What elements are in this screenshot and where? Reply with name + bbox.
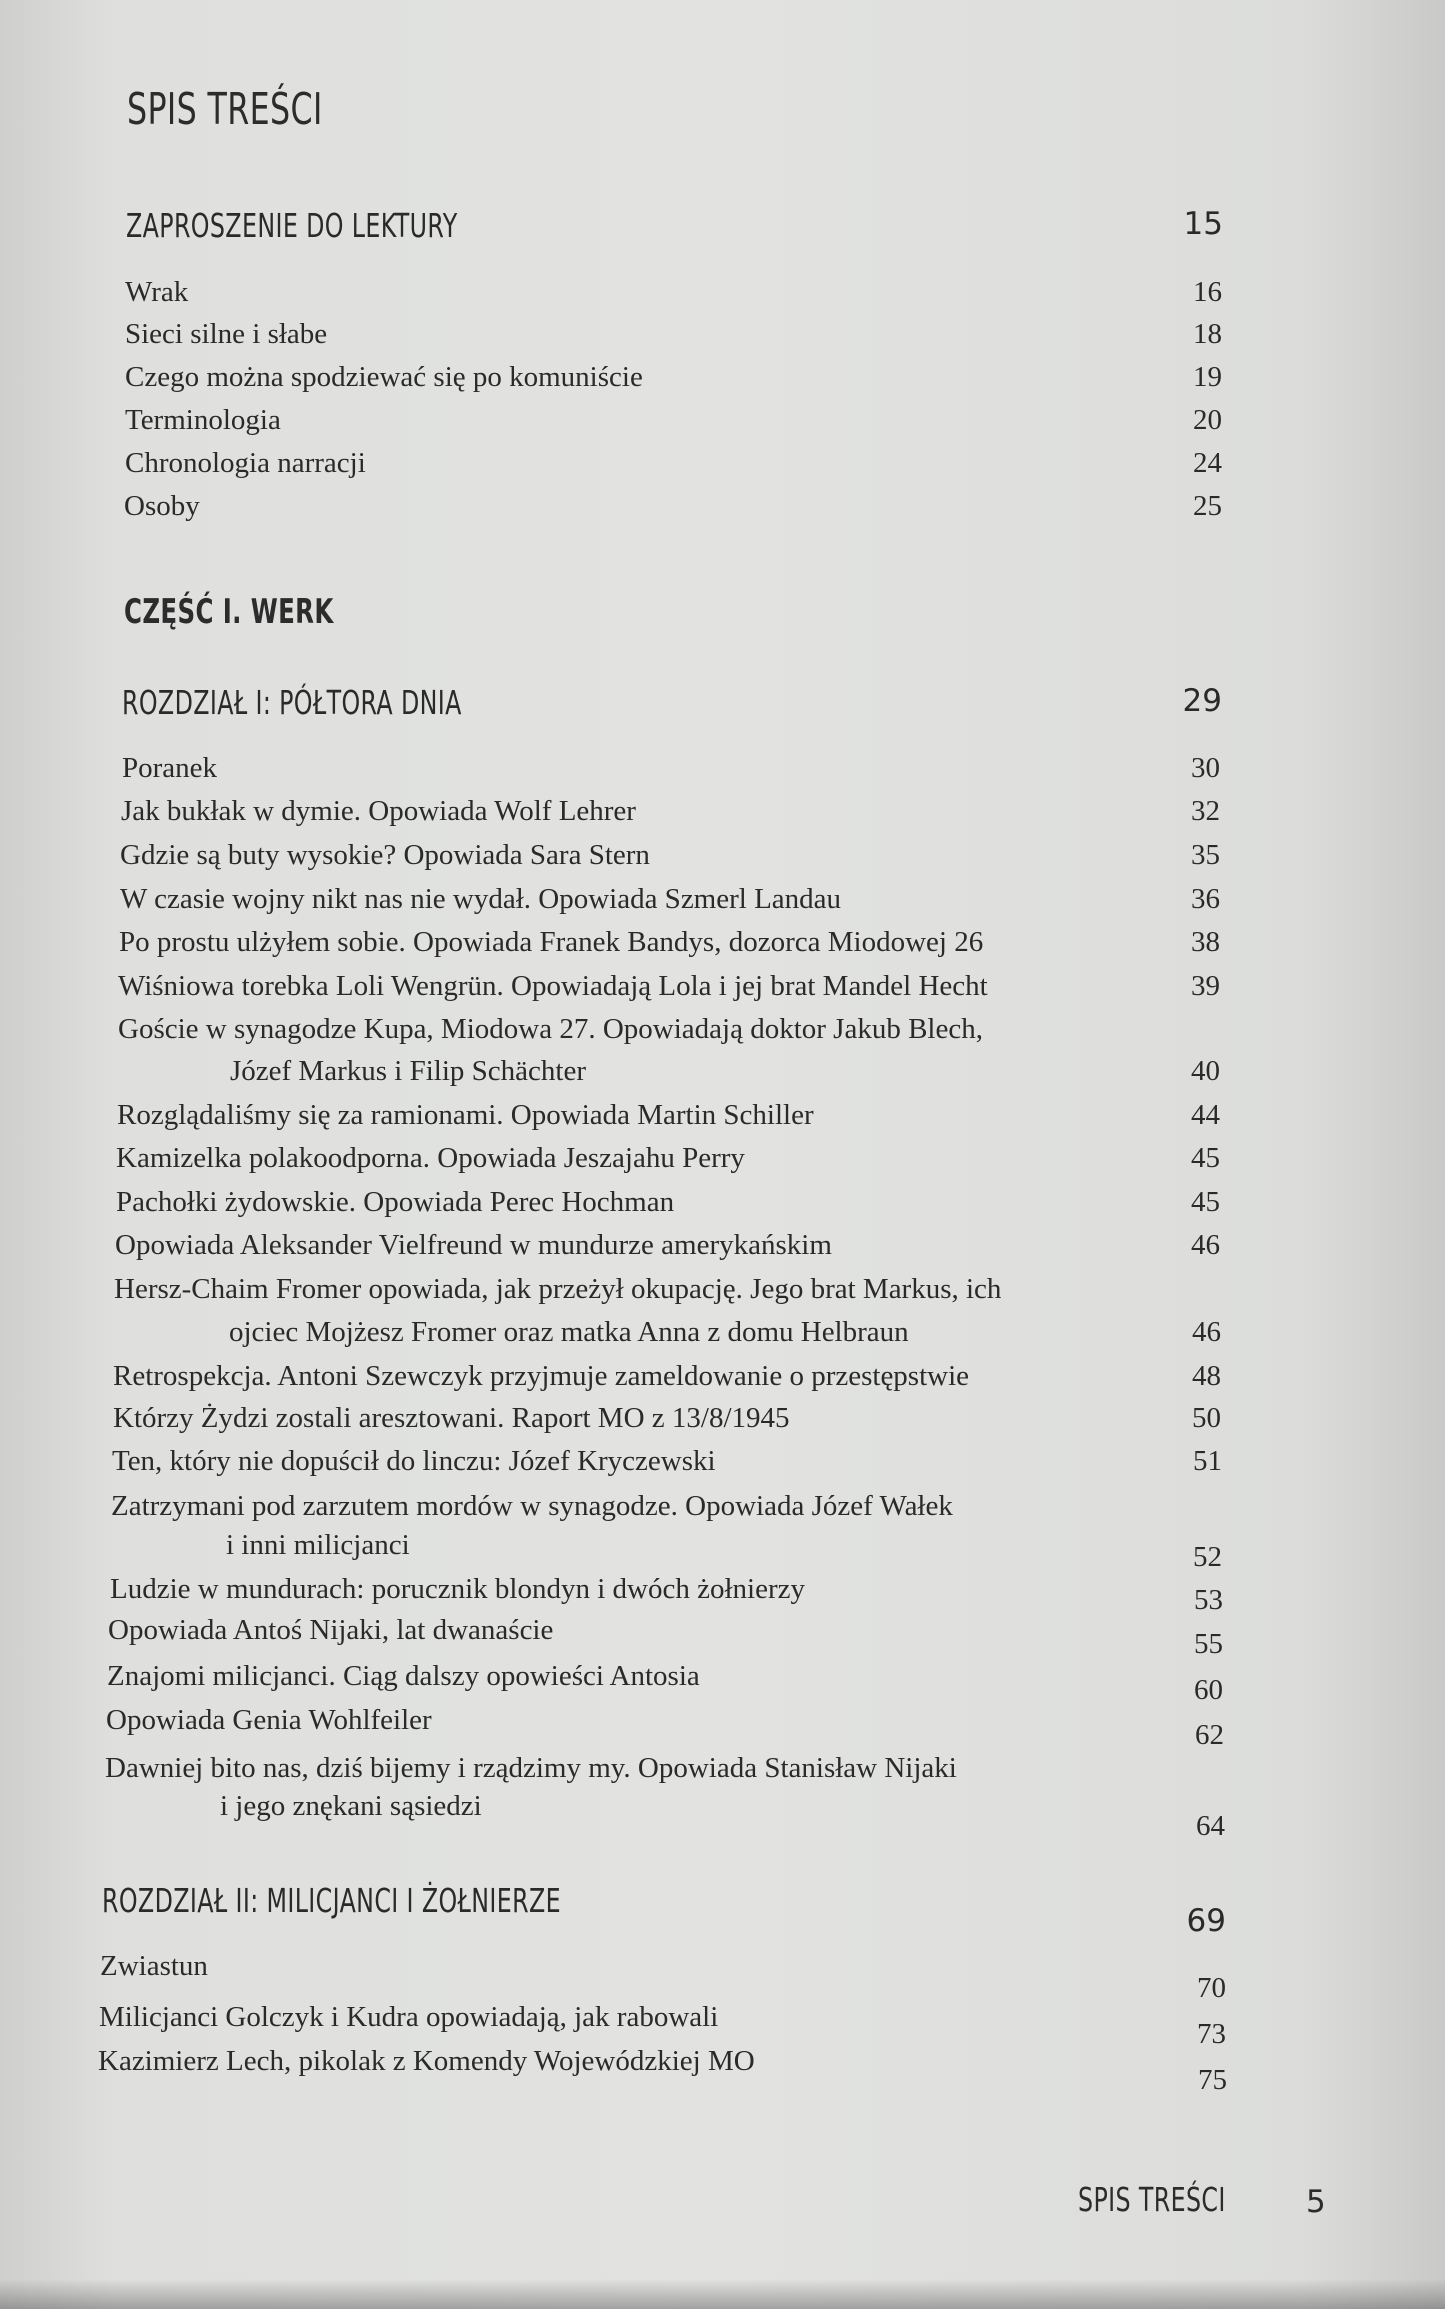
toc-page-number: 30	[1191, 752, 1220, 784]
toc-label: Opowiada Genia Wohlfeiler	[106, 1704, 432, 1736]
toc-label: Chronologia narracji	[125, 447, 366, 479]
part-heading: CZĘŚĆ I. WERK	[124, 592, 334, 632]
toc-label: ZAPROSZENIE DO LEKTURY	[126, 206, 458, 245]
toc-label: Po prostu ulżyłem sobie. Opowiada Franek Bandys, dozorca Miodowej 26	[119, 926, 984, 958]
toc-label: Gdzie są buty wysokie? Opowiada Sara Stern	[120, 839, 650, 871]
toc-label: Józef Markus i Filip Schächter	[230, 1055, 586, 1087]
toc-page-number: 35	[1191, 839, 1220, 871]
toc-label: Ten, który nie dopuścił do linczu: Józef Kryczewski	[112, 1445, 716, 1477]
toc-page-number: 70	[1197, 1972, 1226, 2004]
toc-page-number: 15	[1183, 206, 1223, 242]
toc-entry	[0, 926, 1445, 970]
toc-entry	[0, 1402, 1445, 1446]
toc-chapter	[0, 683, 1445, 727]
toc-label: Pachołki żydowskie. Opowiada Perec Hochman	[116, 1186, 675, 1218]
toc-page-number: 18	[1193, 318, 1222, 350]
toc-entry	[0, 795, 1445, 839]
toc-label: Czego można spodziewać się po komuniście	[125, 361, 643, 393]
toc-label: Opowiada Antoś Nijaki, lat dwanaście	[108, 1614, 554, 1646]
toc-label: ROZDZIAŁ I: PÓŁTORA DNIA	[122, 683, 462, 722]
toc-label: Wiśniowa torebka Loli Wengrün. Opowiadają Lola i jej brat Mandel Hecht	[118, 970, 988, 1002]
toc-label: i jego znękani sąsiedzi	[220, 1790, 482, 1822]
toc-entry	[0, 2045, 1445, 2096]
toc-label: ROZDZIAŁ II: MILICJANCI I ŻOŁNIERZE	[102, 1881, 561, 1920]
toc-label: Którzy Żydzi zostali aresztowani. Raport MO z 13/8/1945	[113, 1402, 790, 1434]
toc-label: Hersz-Chaim Fromer opowiada, jak przeżył okupację. Jego brat Markus, ich	[114, 1273, 1002, 1305]
toc-entry	[0, 404, 1445, 448]
toc-label: Rozglądaliśmy się za ramionami. Opowiada Martin Schiller	[117, 1099, 814, 1131]
toc-entry-continued	[0, 1055, 1445, 1099]
toc-page-number: 75	[1198, 2064, 1227, 2096]
toc-entry	[0, 1490, 1445, 1534]
running-footer: SPIS TREŚCI	[1078, 2180, 1226, 2219]
toc-page-number: 45	[1191, 1186, 1220, 1218]
toc-page-number: 53	[1194, 1584, 1223, 1616]
toc-entry-continued	[0, 1790, 1445, 1842]
toc-page-number: 52	[1193, 1541, 1222, 1573]
toc-entry	[0, 490, 1445, 534]
toc-page-number: 64	[1196, 1810, 1225, 1842]
toc-label: Poranek	[122, 752, 218, 784]
toc-chapter	[0, 206, 1445, 250]
toc-label: Sieci silne i słabe	[125, 318, 328, 350]
toc-entry	[0, 276, 1445, 320]
page-number: 5	[1306, 2184, 1326, 2220]
toc-page-number: 38	[1191, 926, 1220, 958]
toc-label: Kazimierz Lech, pikolak z Komendy Wojewódzkiej MO	[98, 2045, 755, 2077]
toc-label: Opowiada Aleksander Vielfreund w mundurze amerykańskim	[115, 1229, 832, 1261]
toc-label: Milicjanci Golczyk i Kudra opowiadają, jak rabowali	[99, 2001, 719, 2033]
toc-label: Ludzie w mundurach: porucznik blondyn i dwóch żołnierzy	[110, 1573, 805, 1605]
toc-chapter	[0, 1881, 1445, 1939]
toc-page-number: 62	[1195, 1719, 1224, 1751]
toc-label: Kamizelka polakoodporna. Opowiada Jeszajahu Perry	[116, 1142, 745, 1174]
toc-page-number: 46	[1192, 1316, 1221, 1348]
toc-page-number: 39	[1191, 970, 1220, 1002]
toc-page-number: 40	[1191, 1055, 1220, 1087]
toc-page-number: 19	[1193, 361, 1222, 393]
toc-page-number: 50	[1192, 1402, 1221, 1434]
toc-page-number: 51	[1193, 1445, 1222, 1477]
toc-page-number: 45	[1191, 1142, 1220, 1174]
toc-entry	[0, 1573, 1445, 1617]
toc-page-number: 44	[1191, 1099, 1220, 1131]
toc-entry	[0, 1142, 1445, 1186]
toc-page-number: 60	[1194, 1674, 1223, 1706]
toc-page-number: 29	[1182, 683, 1222, 719]
toc-label: Terminologia	[125, 404, 281, 436]
toc-entry-continued	[0, 1316, 1445, 1360]
toc-page-number: 16	[1193, 276, 1222, 308]
toc-entry	[0, 1614, 1445, 1658]
toc-label: Osoby	[124, 490, 200, 522]
toc-label: Goście w synagodze Kupa, Miodowa 27. Opowiadają doktor Jakub Blech,	[118, 1013, 983, 1045]
toc-label: Znajomi milicjanci. Ciąg dalszy opowieści Antosia	[107, 1660, 700, 1692]
toc-page-number: 55	[1194, 1628, 1223, 1660]
toc-label: Zatrzymani pod zarzutem mordów w synagodze. Opowiada Józef Wałek	[111, 1490, 953, 1522]
toc-entry	[0, 447, 1445, 491]
toc-entry-continued	[0, 1529, 1445, 1573]
toc-entry	[0, 883, 1445, 927]
toc-entry	[0, 2001, 1445, 2050]
toc-page-number: 36	[1191, 883, 1220, 915]
toc-entry	[0, 318, 1445, 362]
toc-page-number: 20	[1193, 404, 1222, 436]
toc-entry	[0, 1950, 1445, 2004]
toc-entry	[0, 1013, 1445, 1057]
toc-entry	[0, 1099, 1445, 1143]
toc-entry	[0, 1186, 1445, 1230]
toc-label: ojciec Mojżesz Fromer oraz matka Anna z domu Helbraun	[229, 1316, 909, 1348]
toc-page-number: 48	[1192, 1360, 1221, 1392]
toc-page-number: 32	[1191, 795, 1220, 827]
toc-entry	[0, 1360, 1445, 1404]
toc-entry	[0, 752, 1445, 796]
toc-entry	[0, 361, 1445, 405]
toc-label: Jak bukłak w dymie. Opowiada Wolf Lehrer	[121, 795, 636, 827]
toc-label: i inni milicjanci	[226, 1529, 410, 1561]
toc-entry	[0, 1273, 1445, 1317]
page-title: SPIS TREŚCI	[127, 84, 323, 135]
toc-entry	[0, 839, 1445, 883]
toc-label: W czasie wojny nikt nas nie wydał. Opowiada Szmerl Landau	[120, 883, 842, 915]
toc-entry	[0, 1704, 1445, 1751]
toc-entry	[0, 970, 1445, 1014]
toc-entry	[0, 1660, 1445, 1704]
toc-label: Zwiastun	[100, 1950, 208, 1982]
toc-page-number: 46	[1191, 1229, 1220, 1261]
toc-entry	[0, 1445, 1445, 1489]
toc-page-number: 24	[1193, 447, 1222, 479]
toc-page-number: 69	[1186, 1903, 1226, 1939]
toc-label: Dawniej bito nas, dziś bijemy i rządzimy my. Opowiada Stanisław Nijaki	[105, 1752, 957, 1784]
toc-page-number: 73	[1197, 2018, 1226, 2050]
toc-label: Wrak	[125, 276, 189, 308]
toc-page-number: 25	[1193, 490, 1222, 522]
toc-entry	[0, 1229, 1445, 1273]
toc-label: Retrospekcja. Antoni Szewczyk przyjmuje zameldowanie o przestępstwie	[113, 1360, 970, 1392]
